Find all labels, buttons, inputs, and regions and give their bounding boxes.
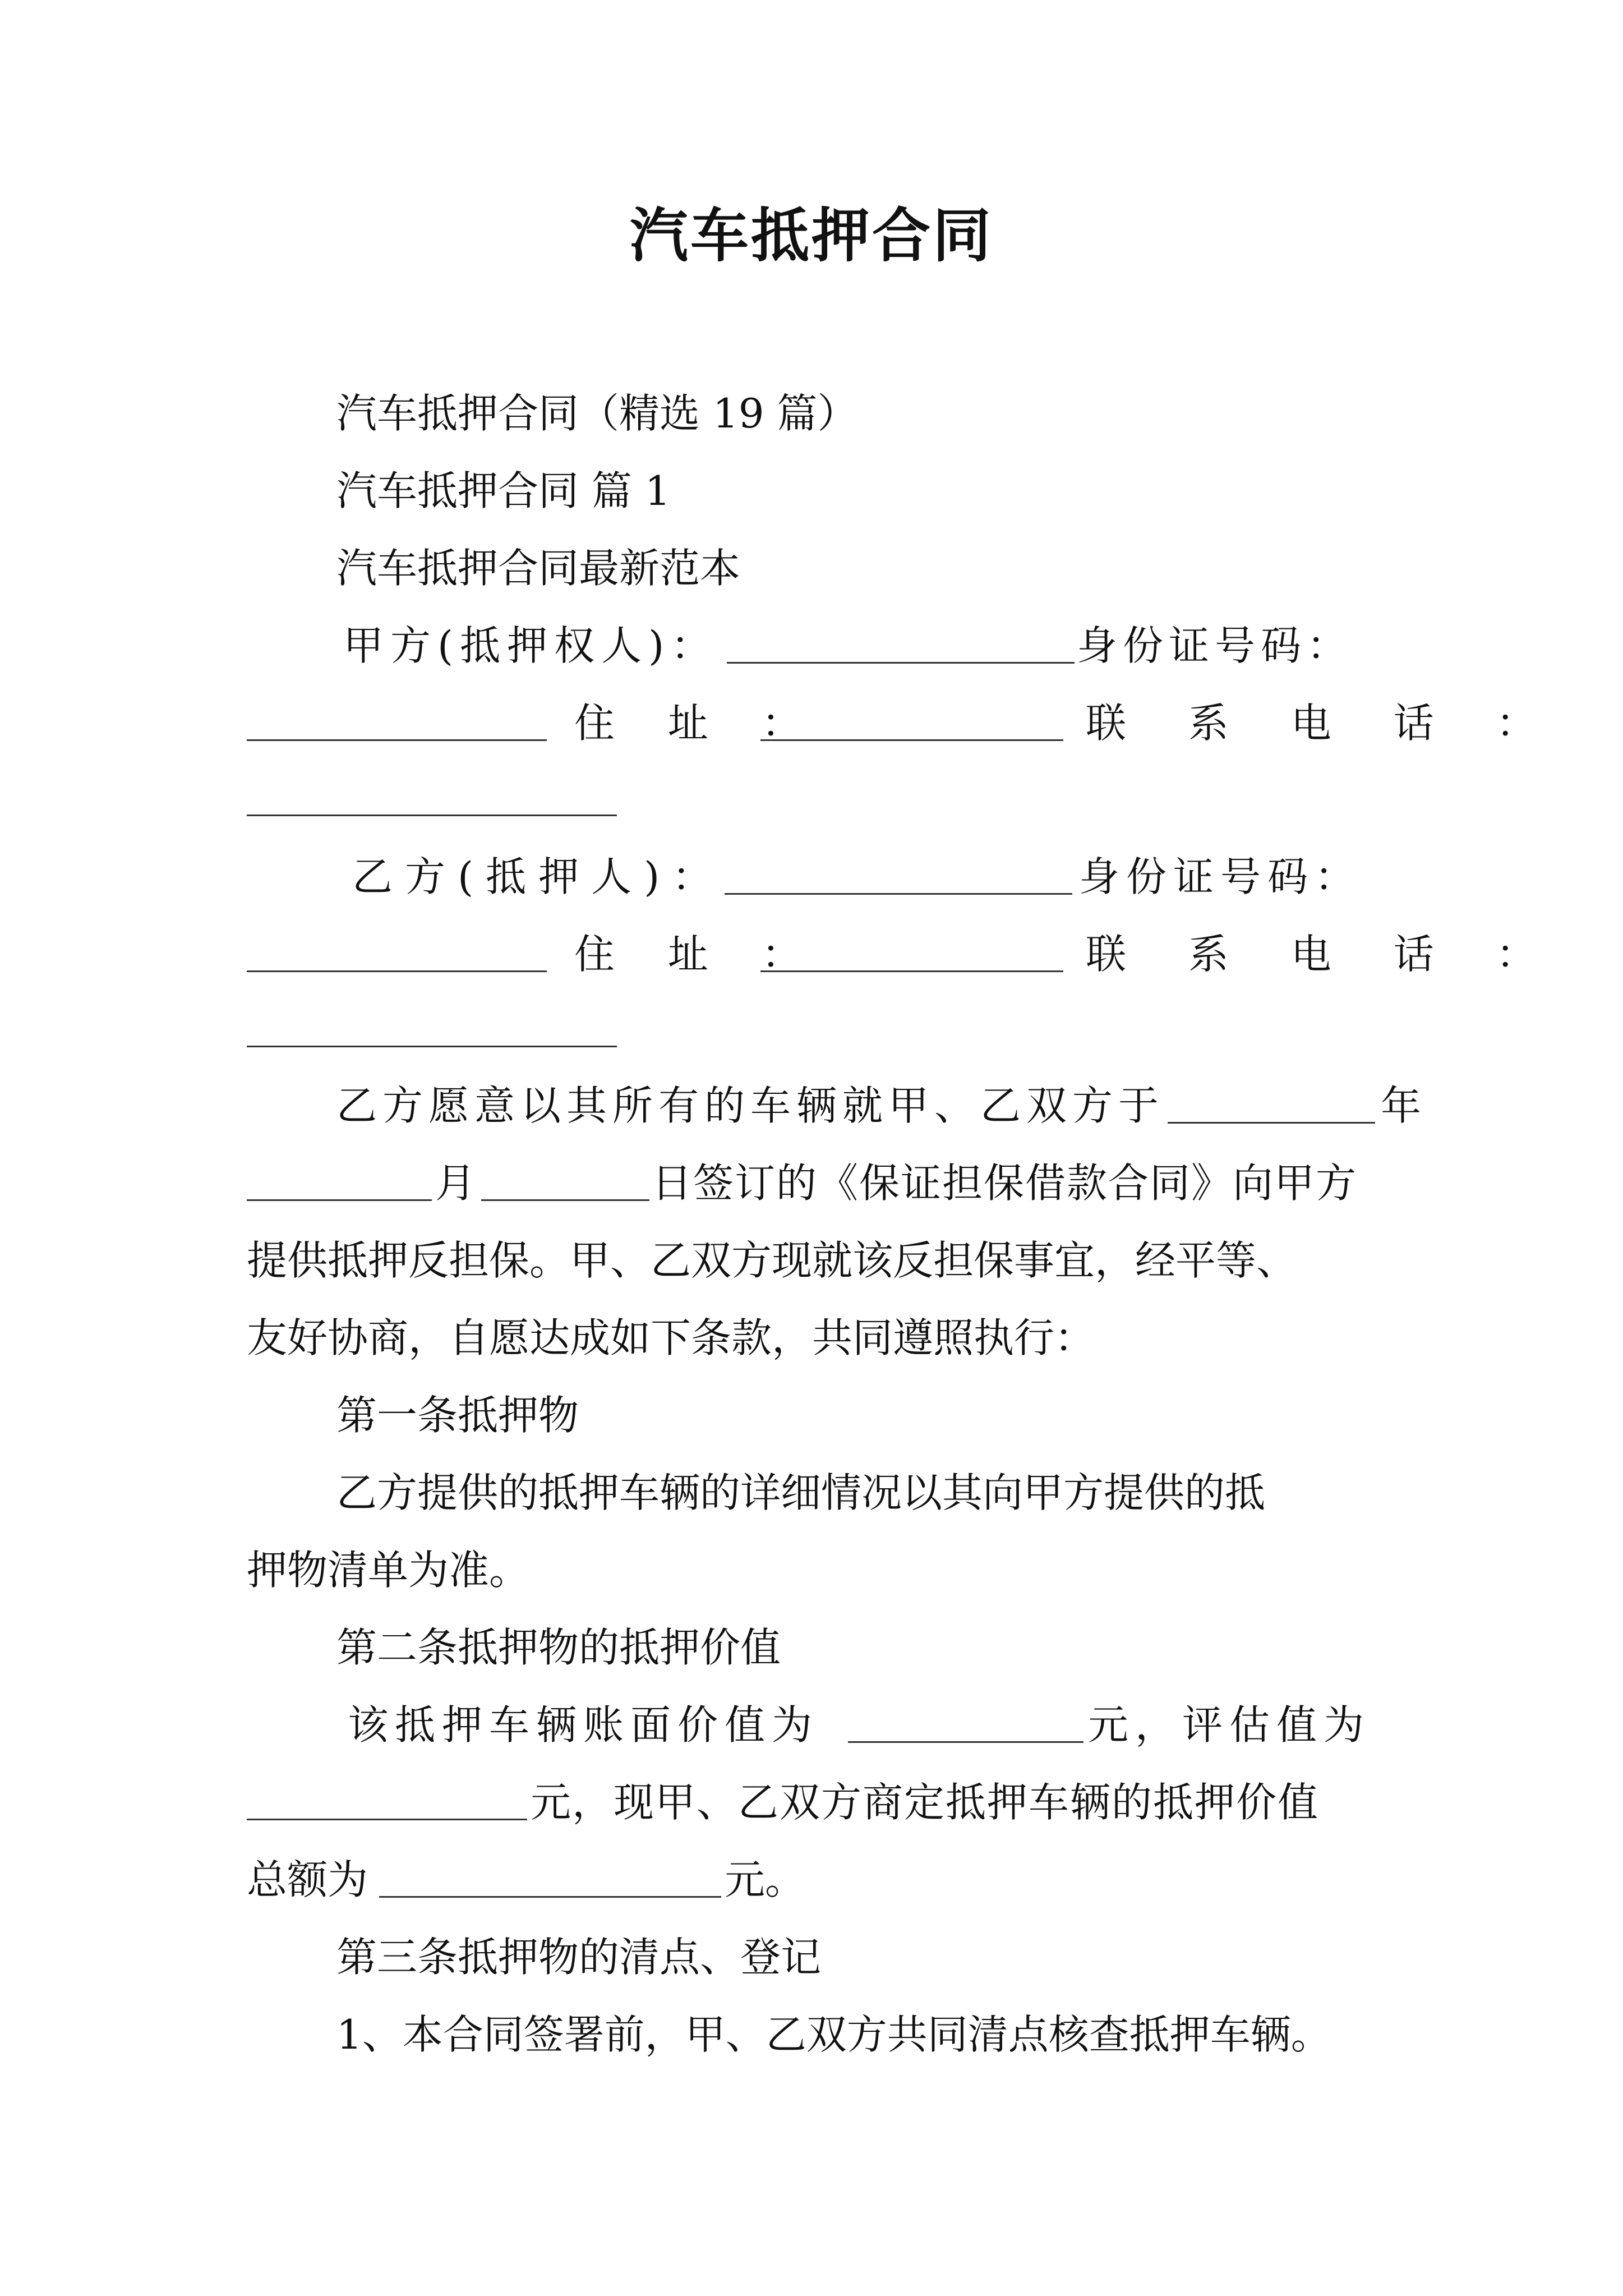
year-label: 年 [1381, 1082, 1422, 1129]
party-a-id-label: 身份证号码： [1077, 622, 1353, 669]
article-1-heading: 第一条抵押物 [336, 1392, 579, 1439]
article-2-heading: 第二条抵押物的抵押价值 [336, 1624, 781, 1671]
party-b-name-blank [725, 893, 1072, 895]
party-b-address-blank [760, 970, 1063, 972]
month-label: 月 [435, 1159, 476, 1207]
article-2-line-2: 元，现甲、乙双方商定抵押车辆的抵押价值 [531, 1779, 1320, 1826]
day-blank [481, 1199, 649, 1201]
party-a-address-label: 住 址 ： [574, 700, 822, 747]
preamble-text-2: 日签订的《保证担保借款合同》向甲方 [652, 1159, 1358, 1207]
document-title: 汽车抵押合同 [629, 201, 993, 270]
party-b-address-label: 住 址 ： [574, 931, 822, 978]
year-blank [1168, 1122, 1375, 1124]
article-2-line-1: 该抵押车辆账面价值为 [348, 1701, 819, 1749]
chapter-heading: 汽车抵押合同 篇 1 [336, 467, 671, 514]
party-a-id-blank [247, 739, 547, 741]
appraised-value-label: 元，评估值为 [1088, 1701, 1371, 1749]
article-3-heading: 第三条抵押物的清点、登记 [336, 1934, 822, 1981]
article-1-line-1: 乙方提供的抵押车辆的详细情况以其向甲方提供的抵 [336, 1469, 1266, 1516]
preamble-text-4: 友好协商，自愿达成如下条款，共同遵照执行： [247, 1314, 1095, 1361]
party-a-phone-blank [247, 815, 617, 816]
month-prefix-blank [247, 1199, 432, 1201]
party-b-label: 乙方(抵押人)： [352, 853, 725, 900]
party-a-label: 甲方(抵押权人)： [343, 622, 718, 669]
total-value-blank [379, 1896, 721, 1898]
party-a-phone-label: 联 系 电 话 ： [1086, 700, 1561, 747]
party-a-name-blank [727, 662, 1075, 664]
article-1-line-2: 押物清单为准。 [247, 1547, 530, 1594]
party-b-phone-blank [247, 1046, 617, 1047]
collection-heading: 汽车抵押合同（精选 19 篇） [336, 390, 858, 437]
party-a-address-blank [760, 739, 1063, 741]
article-3-item-1: 1、本合同签署前，甲、乙双方共同清点核查抵押车辆。 [336, 2011, 1331, 2058]
appraised-value-blank [247, 1819, 527, 1820]
total-value-label: 总额为 [247, 1856, 368, 1903]
preamble-text-3: 提供抵押反担保。甲、乙双方现就该反担保事宜，经平等、 [247, 1237, 1297, 1284]
party-b-id-label: 身份证号码： [1079, 853, 1362, 900]
total-value-unit: 元。 [725, 1856, 806, 1903]
preamble-text-1: 乙方愿意以其所有的车辆就甲、乙双方于 [336, 1082, 1165, 1129]
party-b-id-blank [247, 970, 547, 972]
party-b-phone-label: 联 系 电 话 ： [1086, 931, 1561, 978]
book-value-blank [848, 1741, 1083, 1743]
template-subtitle: 汽车抵押合同最新范本 [336, 545, 741, 592]
